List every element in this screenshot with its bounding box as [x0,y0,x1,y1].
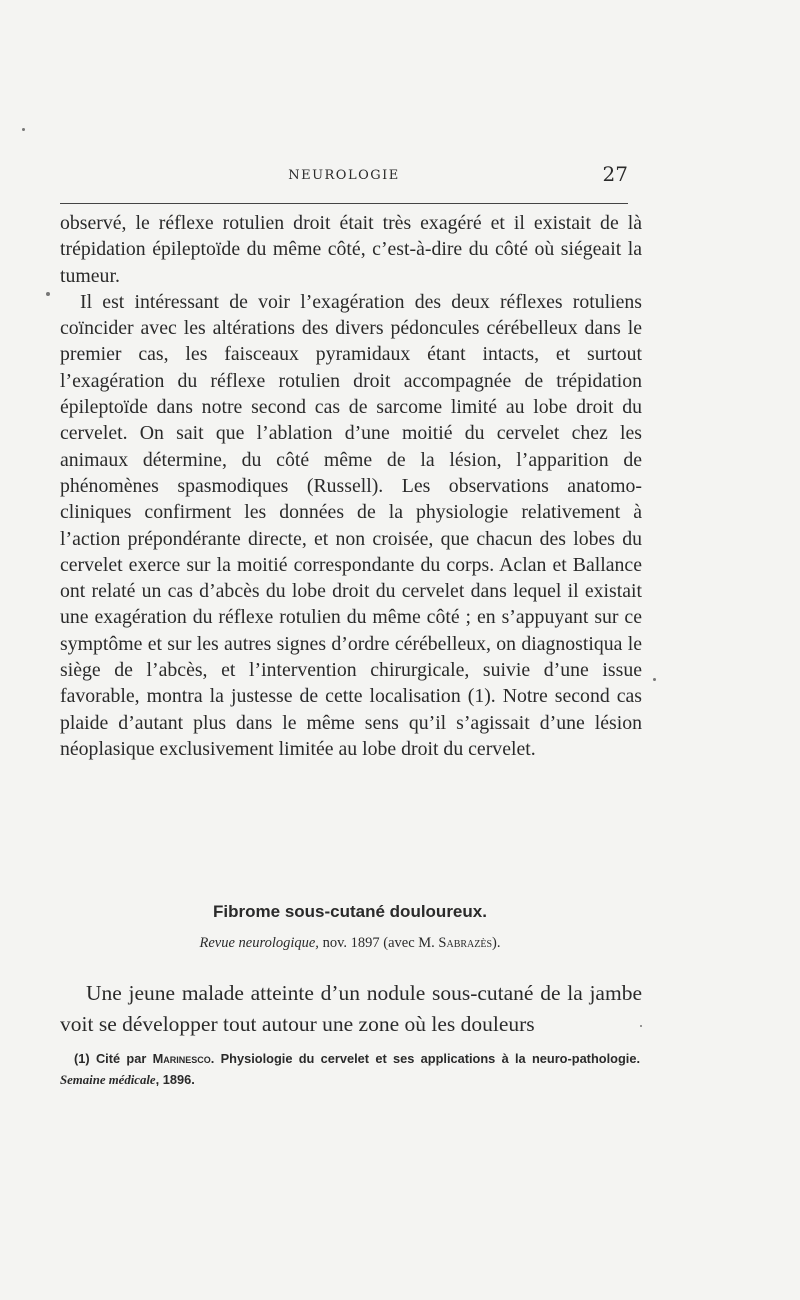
footnote-author: Marinesco [152,1051,211,1066]
header-rule [60,203,628,204]
paper-speck [46,292,50,296]
running-title: NEUROLOGIE [288,168,400,183]
section-title: Fibrome sous-cutané douloureux. [213,902,487,921]
footnote-year: , 1896. [155,1072,195,1087]
citation-end: ). [492,935,501,951]
footnote-lead: Cité par [95,1051,147,1066]
citation-journal: Revue neurologique, [199,935,319,951]
running-head [60,160,628,190]
paper-speck [653,678,656,681]
footnote-marker: (1) [74,1051,90,1066]
citation-author: Sabrazès [438,935,493,951]
paper-speck [640,1025,642,1027]
paper-speck [22,128,25,131]
paragraph-1: observé, le réflexe rotulien droit était très exagéré et il existait de là trépidation épileptoïde du même côté, c’est-à-dire du côté où siégeait la tumeur. [60,212,642,287]
paragraph-2: Il est intéressant de voir l’exagération des deux réflexes rotuliens coïncider avec les altérations des divers pédoncules cérébelleux dans le premier cas, les faisceaux pyramidaux étant intacts, et surtout l’exagération du réflexe rotulien droit accompagnée de trépidation épileptoïde dans notre second cas de sarcome limité au lobe droit du cervelet. On sait que l’ablation d’une moitié du cervelet chez les animaux détermine, du côté même de la lésion, l’apparition de phénomènes spasmodiques (Russell). Les observations anatomo-cliniques confirment les données de la physiologie relativement à l’action prépondérante directe, et non croisée, que chacun des lobes du cervelet exerce sur la moitié correspondante du corps. Aclan et Ballance ont relaté un cas d’abcès du lobe droit du cervelet dans lequel il existait une exagération du réflexe rotulien du même côté ; en s’appuyant sur ce symptôme et sur les autres signes d’ordre cérébelleux, on diagnostiqua le siège de l’abcès, et l’intervention chirurgicale, suivie d’une issue favorable, montra la justesse de cette localisation (1). Notre second cas plaide d’autant plus dans le même sens qu’il s’agissait d’une lésion néoplasique exclusivement limitée au lobe droit du cervelet. [60,290,642,760]
section-paragraph: Une jeune malade atteinte d’un nodule sous-cutané de la jambe voit se développer tout autour une zone où les douleurs [60,981,642,1036]
citation-date: nov. 1897 (avec M. [322,935,435,951]
body-text [60,210,642,762]
footnote-text: . Physiologie du cervelet et ses applications à la neuro-pathologie. [210,1051,640,1066]
page-number: 27 [602,162,628,186]
section-citation [60,935,640,952]
footnote-journal: Semaine médicale [60,1073,156,1087]
footnote [60,1048,640,1091]
